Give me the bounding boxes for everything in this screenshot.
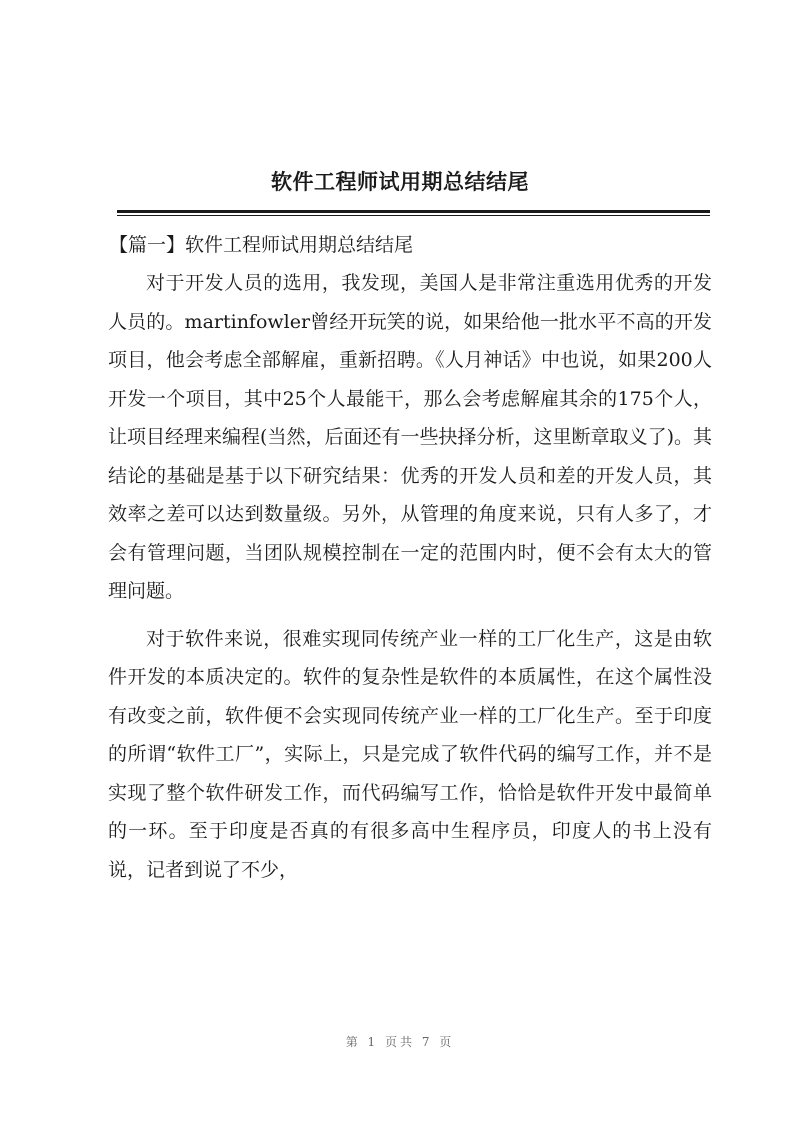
page-title: 软件工程师试用期总结结尾: [271, 170, 529, 194]
document-body: [108, 227, 712, 898]
page-number-footer: 第 1 页共 7 页: [345, 1035, 455, 1049]
paragraph-1: 对于开发人员的选用，我发现，美国人是非常注重选用优秀的开发人员的。martinfowler曾经开玩笑的说，如果给他一批水平不高的开发项目，他会考虑全部解雇，重新招聘。《人月神话》中也说，如果200人开发一个项目，其中25个人最能干，那么会考虑解雇其余的175个人，让项目经理来编程(当然，后面还有一些抉择分析，这里断章取义了)。其结论的基础是基于以下研究结果：优秀的开发人员和差的开发人员，其效率之差可以达到数量级。另外，从管理的角度来说，只有人多了，才会有管理问题，当团队规模控制在一定的范围内时，便不会有太大的管理问题。: [108, 272, 712, 602]
title-divider-thin: [117, 215, 710, 216]
section-heading: 【篇一】软件工程师试用期总结结尾: [109, 234, 414, 256]
paragraph-2: 对于软件来说，很难实现同传统产业一样的工厂化生产，这是由软件开发的本质决定的。软件的复杂性是软件的本质属性，在这个属性没有改变之前，软件便不会实现同传统产业一样的工厂化生产。至于印度的所谓“软件工厂”，实际上，只是完成了软件代码的编写工作，并不是实现了整个软件研发工作，而代码编写工作，恰恰是软件开发中最简单的一环。至于印度是否真的有很多高中生程序员，印度人的书上没有说，记者到说了不少，: [108, 627, 712, 881]
title-divider: [117, 210, 710, 213]
